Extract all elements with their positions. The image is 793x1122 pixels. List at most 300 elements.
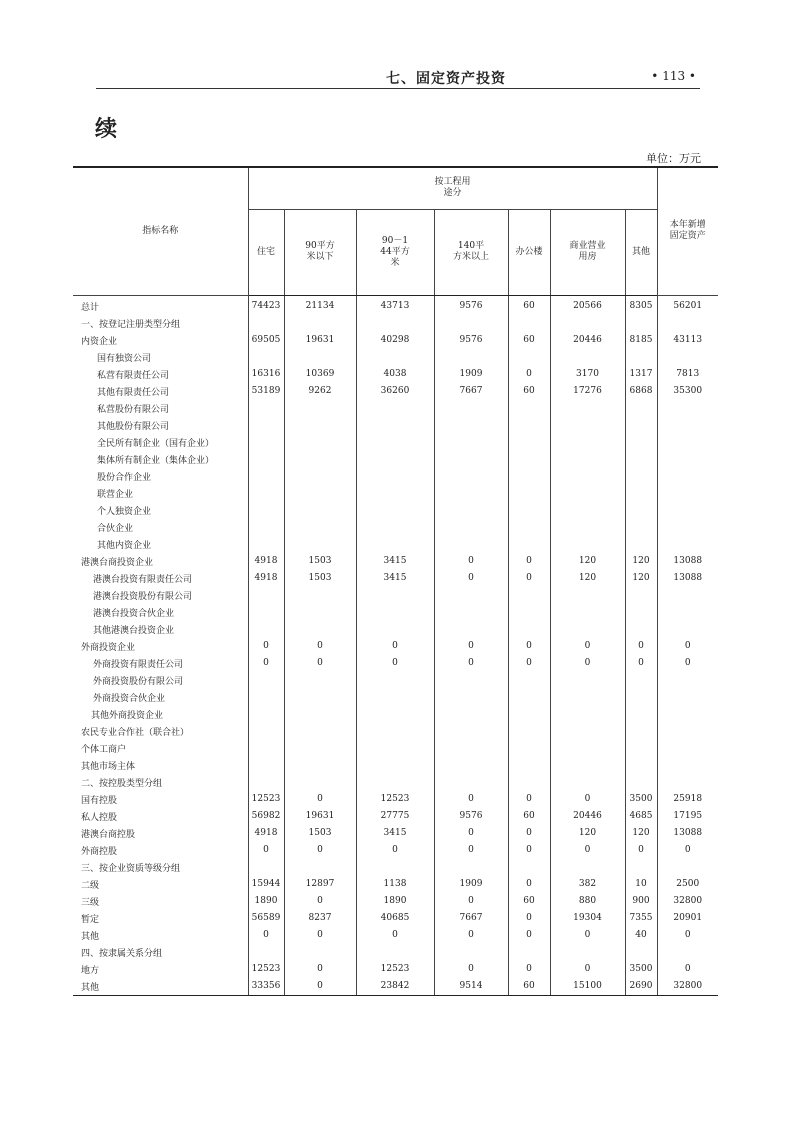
cell-value: 12897 xyxy=(284,876,356,893)
cell-value: 0 xyxy=(284,893,356,910)
cell-value xyxy=(284,417,356,434)
cell-value: 2500 xyxy=(657,876,718,893)
cell-value xyxy=(434,451,508,468)
cell-value xyxy=(508,349,550,366)
cell-value xyxy=(625,944,657,961)
row-label: 港澳台投资有限责任公司 xyxy=(73,570,248,587)
row-label: 外商投资合伙企业 xyxy=(73,689,248,706)
table-row xyxy=(73,672,718,689)
table-row xyxy=(73,315,718,332)
cell-value: 32800 xyxy=(657,978,718,996)
col-group-label: 按工程用 途分 xyxy=(434,177,471,199)
cell-value: 0 xyxy=(434,927,508,944)
row-label: 个体工商户 xyxy=(73,740,248,757)
table-row xyxy=(73,978,718,996)
cell-value: 1138 xyxy=(356,876,434,893)
cell-value xyxy=(434,740,508,757)
cell-value xyxy=(508,689,550,706)
table-row xyxy=(73,876,718,893)
table-row xyxy=(73,621,718,638)
cell-value xyxy=(550,417,625,434)
cell-value: 1890 xyxy=(248,893,284,910)
cell-value xyxy=(284,689,356,706)
cell-value xyxy=(508,723,550,740)
row-label: 私营有限责任公司 xyxy=(73,366,248,383)
cell-value: 0 xyxy=(625,655,657,672)
row-label: 四、按隶属关系分组 xyxy=(73,944,248,961)
col-group-header xyxy=(248,167,657,209)
table-row xyxy=(73,400,718,417)
cell-value: 0 xyxy=(356,842,434,859)
cell-value xyxy=(657,774,718,791)
cell-value: 8305 xyxy=(625,295,657,315)
cell-value xyxy=(625,774,657,791)
cell-value xyxy=(657,485,718,502)
cell-value xyxy=(625,315,657,332)
cell-value xyxy=(248,315,284,332)
cell-value xyxy=(625,468,657,485)
cell-value xyxy=(248,859,284,876)
cell-value: 19631 xyxy=(284,808,356,825)
continued-label: 续 xyxy=(95,117,118,142)
cell-value: 1317 xyxy=(625,366,657,383)
cell-value xyxy=(284,400,356,417)
cell-value: 7667 xyxy=(434,910,508,927)
cell-value xyxy=(434,519,508,536)
cell-value xyxy=(356,400,434,417)
row-label: 其他有限责任公司 xyxy=(73,383,248,400)
cell-value: 2690 xyxy=(625,978,657,996)
cell-value: 3415 xyxy=(356,825,434,842)
cell-value xyxy=(508,621,550,638)
cell-value xyxy=(508,604,550,621)
cell-value xyxy=(657,621,718,638)
cell-value xyxy=(508,502,550,519)
cell-value: 0 xyxy=(508,961,550,978)
col-header-other: 其他 xyxy=(625,209,657,295)
row-label: 全民所有制企业（国有企业） xyxy=(73,434,248,451)
table-row xyxy=(73,961,718,978)
unit-label: 单位：万元 xyxy=(646,152,701,165)
cell-value xyxy=(625,689,657,706)
row-label: 总计 xyxy=(73,295,248,315)
cell-value xyxy=(434,621,508,638)
row-label: 联营企业 xyxy=(73,485,248,502)
cell-value: 6868 xyxy=(625,383,657,400)
cell-value xyxy=(248,723,284,740)
cell-value: 10369 xyxy=(284,366,356,383)
cell-value xyxy=(434,502,508,519)
table-row xyxy=(73,774,718,791)
cell-value xyxy=(550,672,625,689)
table-row xyxy=(73,689,718,706)
row-label: 港澳台投资股份有限公司 xyxy=(73,587,248,604)
cell-value: 3500 xyxy=(625,961,657,978)
cell-value: 900 xyxy=(625,893,657,910)
cell-value: 7355 xyxy=(625,910,657,927)
cell-value: 0 xyxy=(508,825,550,842)
cell-value xyxy=(508,536,550,553)
cell-value xyxy=(508,519,550,536)
cell-value: 56589 xyxy=(248,910,284,927)
cell-value: 0 xyxy=(508,910,550,927)
table-row xyxy=(73,451,718,468)
table-row xyxy=(73,655,718,672)
cell-value xyxy=(248,604,284,621)
cell-value: 9262 xyxy=(284,383,356,400)
cell-value xyxy=(248,502,284,519)
row-label: 外商投资有限责任公司 xyxy=(73,655,248,672)
cell-value xyxy=(550,536,625,553)
cell-value: 60 xyxy=(508,295,550,315)
cell-value xyxy=(508,706,550,723)
cell-value xyxy=(284,740,356,757)
table-row xyxy=(73,553,718,570)
cell-value: 3170 xyxy=(550,366,625,383)
cell-value: 9576 xyxy=(434,295,508,315)
cell-value: 17195 xyxy=(657,808,718,825)
table-row xyxy=(73,604,718,621)
cell-value xyxy=(625,451,657,468)
cell-value xyxy=(434,468,508,485)
cell-value xyxy=(356,757,434,774)
table-row xyxy=(73,791,718,808)
cell-value: 0 xyxy=(550,927,625,944)
cell-value: 23842 xyxy=(356,978,434,996)
table-row xyxy=(73,893,718,910)
cell-value xyxy=(508,774,550,791)
cell-value xyxy=(284,502,356,519)
cell-value xyxy=(284,672,356,689)
cell-value: 12523 xyxy=(248,791,284,808)
cell-value xyxy=(284,485,356,502)
row-label: 私人控股 xyxy=(73,808,248,825)
cell-value: 0 xyxy=(508,876,550,893)
cell-value: 60 xyxy=(508,978,550,996)
cell-value xyxy=(356,740,434,757)
table-row xyxy=(73,417,718,434)
cell-value xyxy=(248,349,284,366)
cell-value xyxy=(550,621,625,638)
cell-value: 120 xyxy=(625,825,657,842)
cell-value xyxy=(657,944,718,961)
cell-value: 56982 xyxy=(248,808,284,825)
cell-value xyxy=(248,451,284,468)
cell-value xyxy=(550,689,625,706)
cell-value xyxy=(284,536,356,553)
cell-value: 0 xyxy=(550,842,625,859)
cell-value: 69505 xyxy=(248,332,284,349)
cell-value xyxy=(356,587,434,604)
cell-value: 0 xyxy=(434,655,508,672)
cell-value: 0 xyxy=(434,553,508,570)
cell-value xyxy=(657,417,718,434)
col-header-new-assets xyxy=(657,167,718,295)
cell-value xyxy=(434,400,508,417)
cell-value: 12523 xyxy=(356,791,434,808)
cell-value: 0 xyxy=(625,842,657,859)
cell-value xyxy=(508,672,550,689)
table-row xyxy=(73,808,718,825)
cell-value xyxy=(284,706,356,723)
cell-value: 27775 xyxy=(356,808,434,825)
cell-value: 60 xyxy=(508,332,550,349)
cell-value: 0 xyxy=(284,842,356,859)
cell-value: 20566 xyxy=(550,295,625,315)
cell-value xyxy=(550,502,625,519)
row-label: 其他外商投资企业 xyxy=(73,706,248,723)
col-header-under-90: 90平方 米以下 xyxy=(284,209,356,295)
cell-value xyxy=(248,757,284,774)
cell-value: 1909 xyxy=(434,876,508,893)
cell-value xyxy=(625,723,657,740)
row-label: 外商投资企业 xyxy=(73,638,248,655)
col-new-assets-label: 本年新增 固定资产 xyxy=(669,220,706,242)
cell-value: 3415 xyxy=(356,553,434,570)
cell-value xyxy=(550,587,625,604)
cell-value xyxy=(434,536,508,553)
cell-value xyxy=(434,774,508,791)
cell-value: 0 xyxy=(625,638,657,655)
cell-value xyxy=(550,349,625,366)
cell-value xyxy=(434,349,508,366)
cell-value: 7813 xyxy=(657,366,718,383)
page-header xyxy=(96,66,700,89)
cell-value xyxy=(657,672,718,689)
table-row xyxy=(73,740,718,757)
cell-value: 56201 xyxy=(657,295,718,315)
cell-value: 0 xyxy=(657,961,718,978)
cell-value xyxy=(508,315,550,332)
cell-value xyxy=(284,587,356,604)
cell-value xyxy=(356,706,434,723)
cell-value: 0 xyxy=(550,961,625,978)
cell-value xyxy=(248,434,284,451)
table-row xyxy=(73,485,718,502)
row-label: 二、按控股类型分组 xyxy=(73,774,248,791)
cell-value: 20446 xyxy=(550,808,625,825)
row-label: 股份合作企业 xyxy=(73,468,248,485)
cell-value xyxy=(356,417,434,434)
cell-value xyxy=(248,774,284,791)
cell-value xyxy=(625,706,657,723)
cell-value: 0 xyxy=(508,927,550,944)
cell-value xyxy=(625,519,657,536)
table-row xyxy=(73,859,718,876)
col-header-office: 办公楼 xyxy=(508,209,550,295)
cell-value: 21134 xyxy=(284,295,356,315)
cell-value: 15100 xyxy=(550,978,625,996)
cell-value xyxy=(356,604,434,621)
cell-value: 0 xyxy=(657,638,718,655)
cell-value: 33356 xyxy=(248,978,284,996)
cell-value: 0 xyxy=(434,825,508,842)
cell-value: 0 xyxy=(284,927,356,944)
row-label: 个人独资企业 xyxy=(73,502,248,519)
cell-value xyxy=(284,519,356,536)
cell-value: 0 xyxy=(508,570,550,587)
cell-value xyxy=(434,604,508,621)
cell-value xyxy=(550,740,625,757)
cell-value xyxy=(284,774,356,791)
cell-value: 0 xyxy=(434,638,508,655)
table-row xyxy=(73,349,718,366)
row-label: 国有独资公司 xyxy=(73,349,248,366)
cell-value: 60 xyxy=(508,383,550,400)
row-label: 外商投资股份有限公司 xyxy=(73,672,248,689)
cell-value xyxy=(356,774,434,791)
cell-value xyxy=(625,400,657,417)
cell-value xyxy=(625,417,657,434)
table-row xyxy=(73,468,718,485)
cell-value xyxy=(550,434,625,451)
cell-value: 9576 xyxy=(434,808,508,825)
cell-value: 0 xyxy=(248,842,284,859)
cell-value xyxy=(508,451,550,468)
cell-value xyxy=(625,485,657,502)
cell-value: 0 xyxy=(434,893,508,910)
col-header-name: 指标名称 xyxy=(73,167,248,295)
cell-value: 17276 xyxy=(550,383,625,400)
cell-value: 0 xyxy=(657,842,718,859)
cell-value xyxy=(284,723,356,740)
row-label: 其他港澳台投资企业 xyxy=(73,621,248,638)
cell-value: 19304 xyxy=(550,910,625,927)
cell-value xyxy=(356,536,434,553)
cell-value: 60 xyxy=(508,808,550,825)
cell-value: 0 xyxy=(248,638,284,655)
cell-value xyxy=(356,621,434,638)
cell-value xyxy=(356,859,434,876)
cell-value: 0 xyxy=(284,791,356,808)
cell-value xyxy=(657,519,718,536)
cell-value xyxy=(434,672,508,689)
cell-value xyxy=(284,349,356,366)
row-label: 一、按登记注册类型分组 xyxy=(73,315,248,332)
cell-value xyxy=(657,740,718,757)
table-row xyxy=(73,366,718,383)
row-label: 其他内资企业 xyxy=(73,536,248,553)
cell-value: 4918 xyxy=(248,570,284,587)
table-row xyxy=(73,757,718,774)
table-row xyxy=(73,723,718,740)
cell-value xyxy=(508,434,550,451)
row-label: 地方 xyxy=(73,961,248,978)
cell-value: 12523 xyxy=(248,961,284,978)
cell-value xyxy=(284,604,356,621)
cell-value: 0 xyxy=(248,655,284,672)
row-label: 外商控股 xyxy=(73,842,248,859)
table-row xyxy=(73,910,718,927)
cell-value xyxy=(248,485,284,502)
cell-value xyxy=(434,485,508,502)
cell-value xyxy=(284,315,356,332)
cell-value xyxy=(248,672,284,689)
cell-value: 0 xyxy=(508,842,550,859)
cell-value: 3500 xyxy=(625,791,657,808)
cell-value xyxy=(508,859,550,876)
cell-value xyxy=(434,723,508,740)
cell-value: 0 xyxy=(284,961,356,978)
cell-value xyxy=(657,400,718,417)
cell-value: 0 xyxy=(508,791,550,808)
cell-value xyxy=(657,604,718,621)
cell-value xyxy=(508,485,550,502)
cell-value: 25918 xyxy=(657,791,718,808)
row-label: 内资企业 xyxy=(73,332,248,349)
cell-value xyxy=(625,434,657,451)
cell-value xyxy=(657,757,718,774)
cell-value: 0 xyxy=(284,978,356,996)
cell-value: 43713 xyxy=(356,295,434,315)
cell-value xyxy=(284,621,356,638)
cell-value xyxy=(508,400,550,417)
table-row xyxy=(73,519,718,536)
cell-value: 4918 xyxy=(248,553,284,570)
cell-value: 13088 xyxy=(657,570,718,587)
cell-value xyxy=(434,689,508,706)
cell-value xyxy=(248,587,284,604)
cell-value xyxy=(284,944,356,961)
col-header-commercial: 商业营业 用房 xyxy=(550,209,625,295)
cell-value: 13088 xyxy=(657,825,718,842)
cell-value xyxy=(248,706,284,723)
row-label: 港澳台投资合伙企业 xyxy=(73,604,248,621)
table-row xyxy=(73,536,718,553)
cell-value: 8185 xyxy=(625,332,657,349)
row-label: 私营股份有限公司 xyxy=(73,400,248,417)
cell-value xyxy=(356,349,434,366)
cell-value xyxy=(434,434,508,451)
row-label: 国有控股 xyxy=(73,791,248,808)
cell-value: 0 xyxy=(657,655,718,672)
col-header-over-140: 140平 方米以上 xyxy=(434,209,508,295)
table-row xyxy=(73,706,718,723)
cell-value: 0 xyxy=(434,570,508,587)
cell-value: 60 xyxy=(508,893,550,910)
cell-value xyxy=(657,723,718,740)
row-label: 合伙企业 xyxy=(73,519,248,536)
cell-value xyxy=(657,859,718,876)
cell-value xyxy=(248,417,284,434)
cell-value xyxy=(657,434,718,451)
cell-value xyxy=(657,587,718,604)
cell-value xyxy=(434,315,508,332)
cell-value xyxy=(356,723,434,740)
cell-value xyxy=(550,774,625,791)
cell-value: 32800 xyxy=(657,893,718,910)
cell-value xyxy=(248,536,284,553)
row-label: 其他 xyxy=(73,978,248,996)
table-row xyxy=(73,825,718,842)
cell-value: 9514 xyxy=(434,978,508,996)
cell-value xyxy=(356,519,434,536)
table-row xyxy=(73,638,718,655)
cell-value: 0 xyxy=(248,927,284,944)
table-row xyxy=(73,927,718,944)
cell-value xyxy=(625,672,657,689)
cell-value xyxy=(434,859,508,876)
row-label: 其他 xyxy=(73,927,248,944)
cell-value: 1503 xyxy=(284,570,356,587)
cell-value: 19631 xyxy=(284,332,356,349)
cell-value: 1909 xyxy=(434,366,508,383)
cell-value xyxy=(248,400,284,417)
cell-value: 20446 xyxy=(550,332,625,349)
cell-value xyxy=(657,689,718,706)
cell-value: 12523 xyxy=(356,961,434,978)
cell-value xyxy=(508,944,550,961)
